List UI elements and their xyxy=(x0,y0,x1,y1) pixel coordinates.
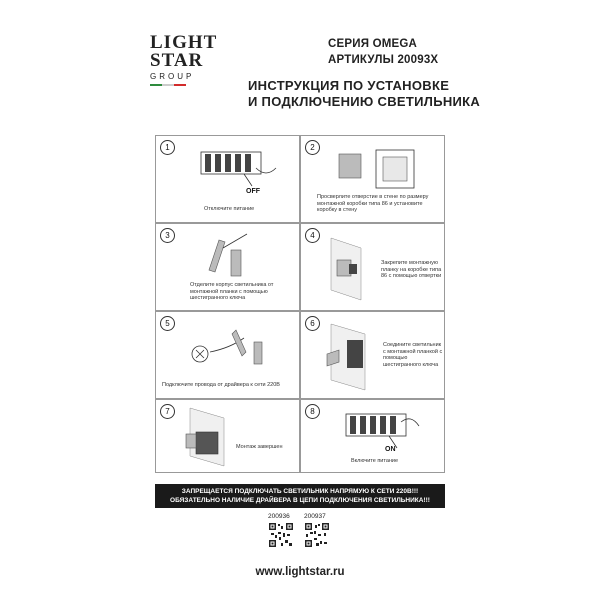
instruction-title-line1: ИНСТРУКЦИЯ ПО УСТАНОВКЕ xyxy=(248,78,450,93)
on-label: ON xyxy=(385,446,396,453)
articles-title: АРТИКУЛЫ 20093X xyxy=(328,54,439,66)
step-4-panel xyxy=(300,223,445,311)
wall-box-icon xyxy=(331,144,431,194)
logo-word-star: STAR xyxy=(150,50,204,71)
italian-flag-stripe xyxy=(150,84,186,86)
qr-code-icon[interactable] xyxy=(268,522,294,548)
step-number: 5 xyxy=(160,316,175,331)
warning-line2: ОБЯЗАТЕЛЬНО НАЛИЧИЕ ДРАЙВЕРА В ЦЕПИ ПОДКЛЮЧЕНИЯ СВЕТИЛЬНИКА!!! xyxy=(170,497,430,504)
article-number: 200936 xyxy=(268,513,290,520)
step-2-panel xyxy=(300,135,445,223)
step-3-panel xyxy=(155,223,300,311)
step-7-panel xyxy=(155,399,300,473)
article-number: 200937 xyxy=(304,513,326,520)
step-6-panel xyxy=(300,311,445,399)
step-1-panel xyxy=(155,135,300,223)
wiring-icon xyxy=(186,322,286,372)
logo-word-group: GROUP xyxy=(150,72,195,81)
step-number: 1 xyxy=(160,140,175,155)
step-number: 3 xyxy=(160,228,175,243)
lightstar-logo xyxy=(150,32,218,104)
mounting-plate-icon xyxy=(321,230,381,304)
luminaire-disassembly-icon xyxy=(201,230,281,282)
step-number: 4 xyxy=(305,228,320,243)
step-caption: Закрепите монтажную планку на коробке типа 86 с помощью отвертки xyxy=(381,260,442,279)
step-8-panel xyxy=(300,399,445,473)
step-number: 8 xyxy=(305,404,320,419)
installed-luminaire-icon xyxy=(180,404,240,470)
instruction-title-line2: И ПОДКЛЮЧЕНИЮ СВЕТИЛЬНИКА xyxy=(248,94,481,109)
series-title: СЕРИЯ OMEGA xyxy=(328,38,418,50)
luminaire-attach-icon xyxy=(321,318,385,394)
circuit-breaker-icon xyxy=(331,408,431,452)
step-caption: Включите питание xyxy=(351,458,399,464)
logo-word-light: LIGHT xyxy=(150,32,218,53)
warning-banner xyxy=(155,484,445,508)
step-5-panel xyxy=(155,311,300,399)
step-caption: Монтаж завершен xyxy=(236,444,283,450)
off-label: OFF xyxy=(246,188,260,195)
step-number: 2 xyxy=(305,140,320,155)
step-caption: Отключите питание xyxy=(204,206,255,212)
website-link[interactable]: www.lightstar.ru xyxy=(255,566,345,578)
step-caption: Соедините светильник с монтажной планкой с помощью шестигранного ключа xyxy=(383,342,443,368)
step-number: 6 xyxy=(305,316,320,331)
warning-line1: ЗАПРЕЩАЕТСЯ ПОДКЛЮЧАТЬ СВЕТИЛЬНИК НАПРЯМУЮ К СЕТИ 220В!!! xyxy=(181,488,419,495)
step-caption: Отделите корпус светильника от монтажной планки с помощью шестигранного ключа xyxy=(190,282,274,301)
qr-code-icon[interactable] xyxy=(304,522,330,548)
step-caption: Просверлите отверстие в стене по размеру монтажной коробки типа 86 и установите коробку в стену xyxy=(317,194,429,213)
circuit-breaker-icon xyxy=(186,144,286,196)
step-number: 7 xyxy=(160,404,175,419)
step-caption: Подключите провода от драйвера к сети 220В xyxy=(162,382,280,388)
